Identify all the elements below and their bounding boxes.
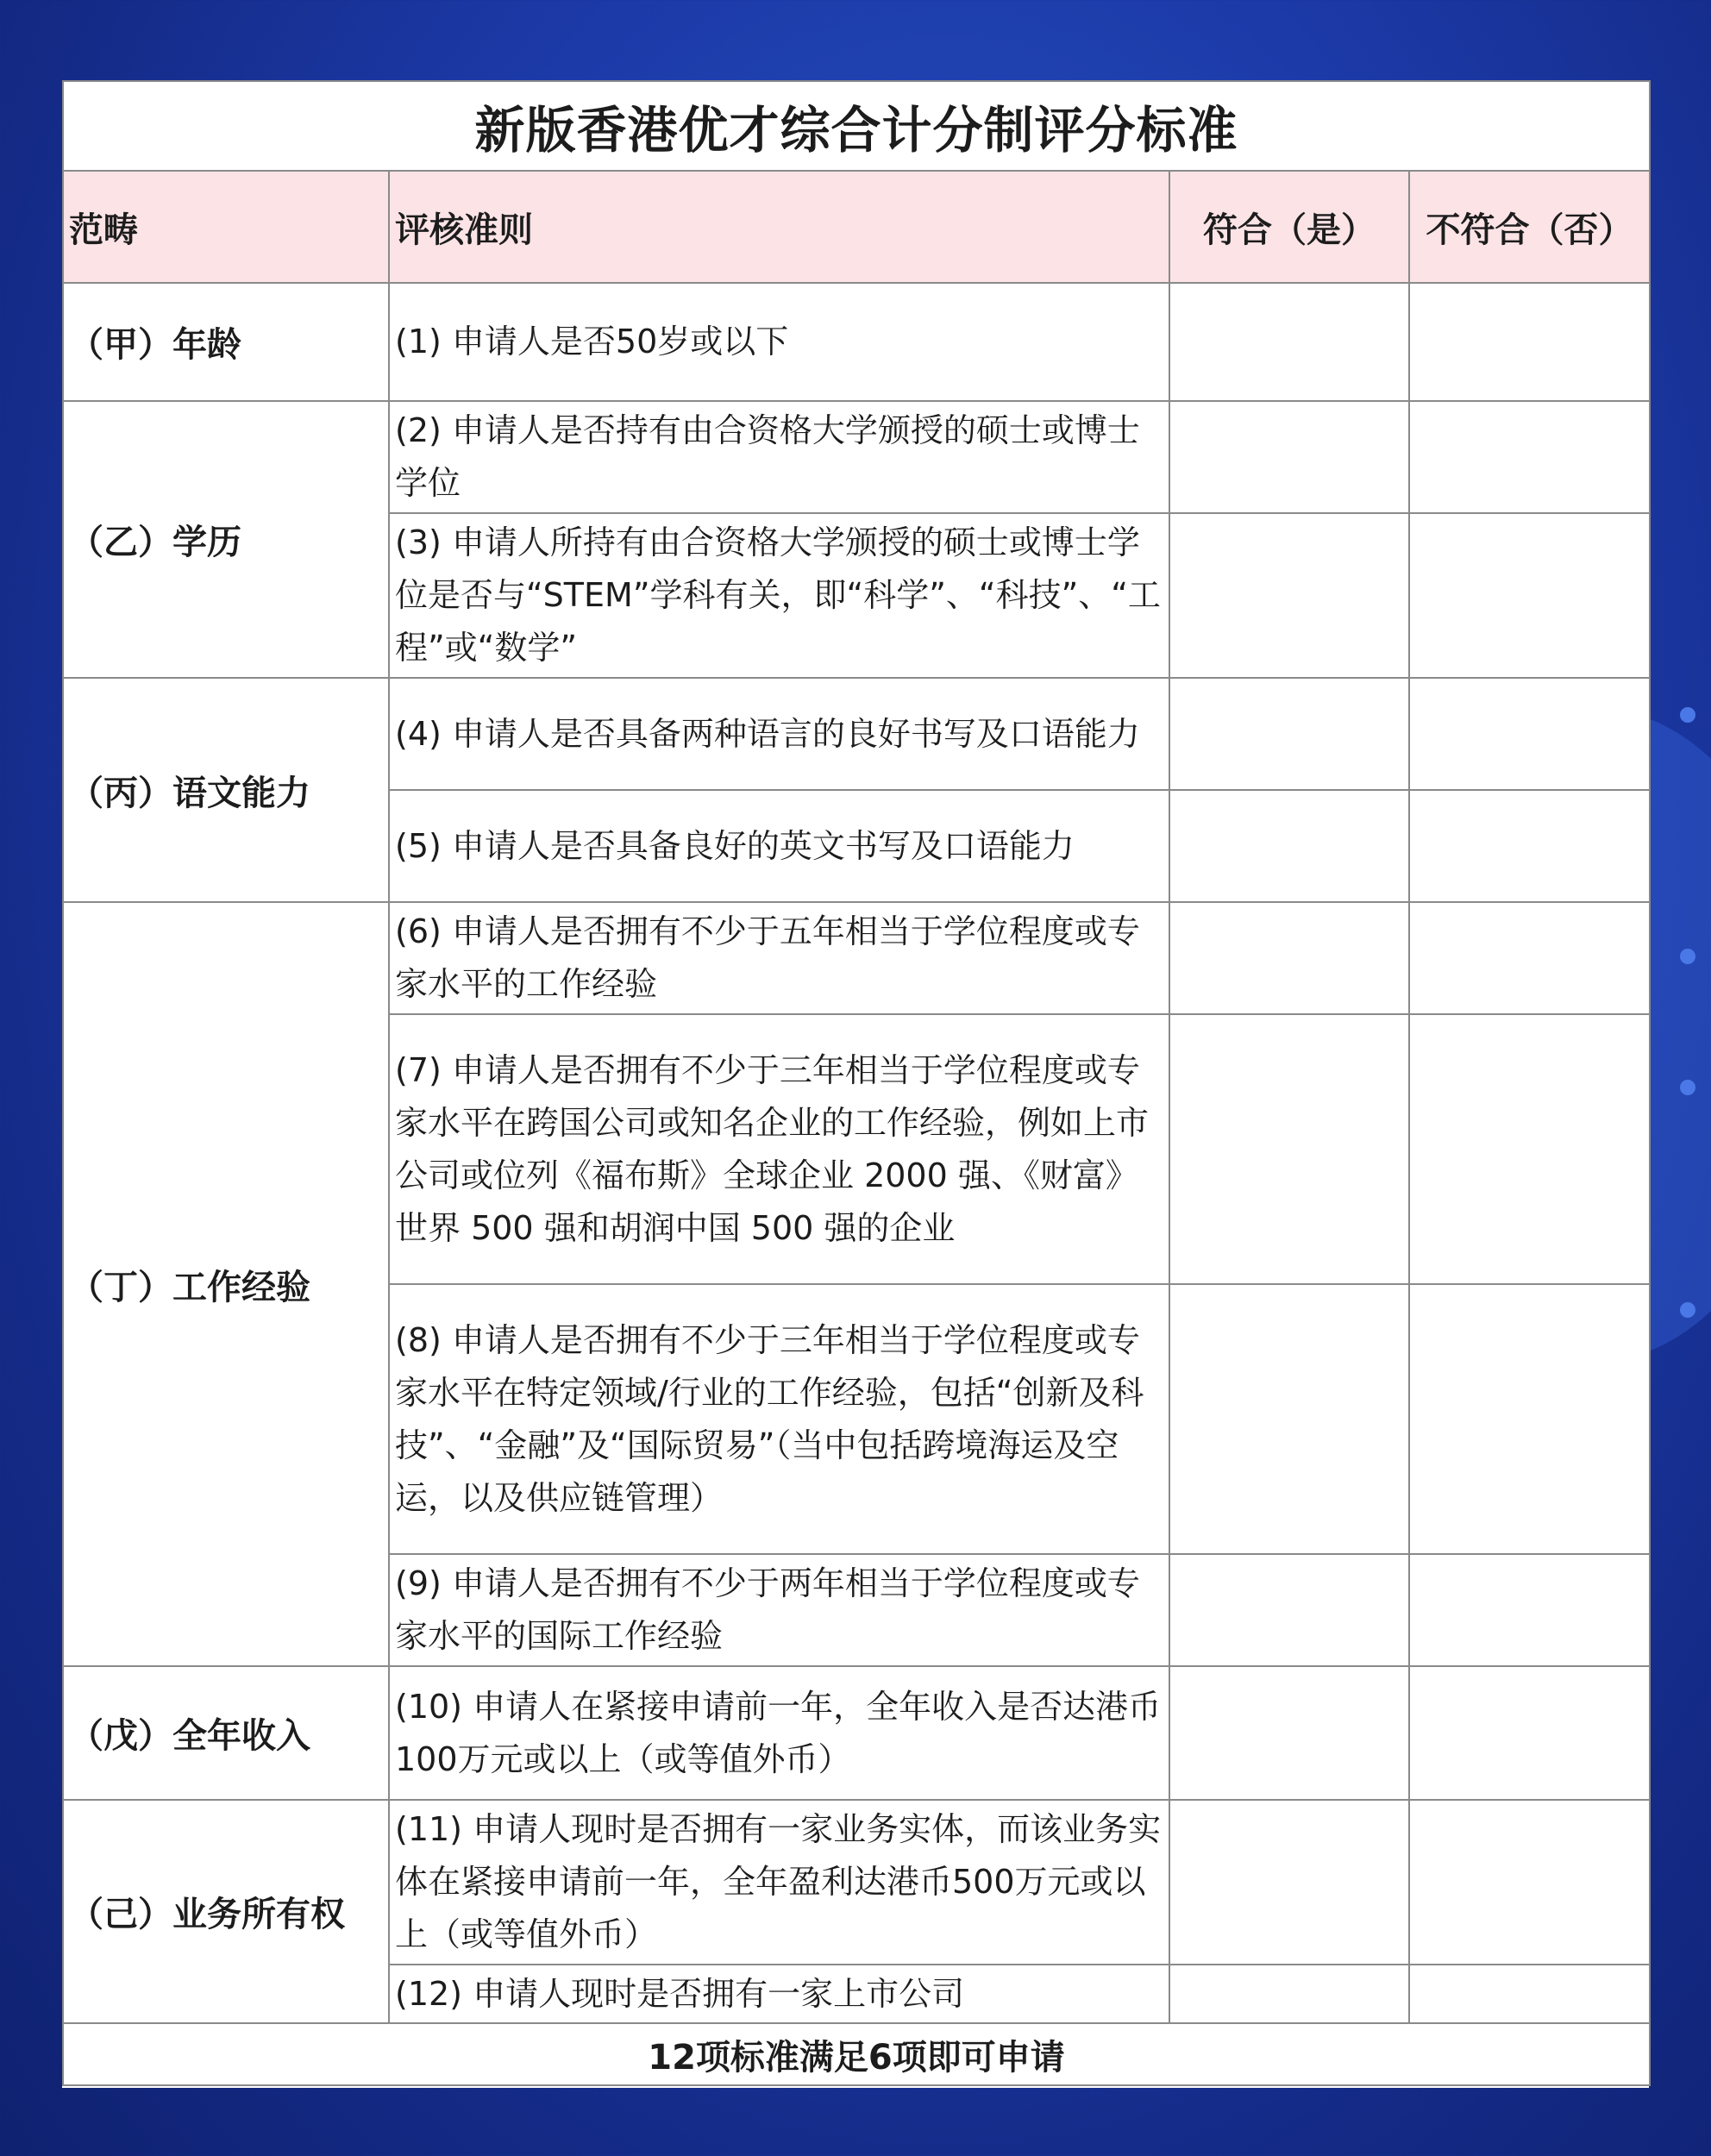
criterion-2: (2) 申请人是否持有由合资格大学颁授的硕士或博士学位 — [389, 401, 1169, 513]
criterion-5: (5) 申请人是否具备良好的英文书写及口语能力 — [389, 790, 1169, 902]
yes-checkbox-11[interactable] — [1169, 1800, 1409, 1965]
yes-checkbox-6[interactable] — [1169, 902, 1409, 1014]
yes-checkbox-12[interactable] — [1169, 1965, 1409, 2023]
table-row — [63, 283, 1650, 401]
criterion-6: (6) 申请人是否拥有不少于五年相当于学位程度或专家水平的工作经验 — [389, 902, 1169, 1014]
header-yes: 符合（是） — [1169, 171, 1409, 283]
category-work-experience: （丁）工作经验 — [63, 902, 389, 1666]
yes-checkbox-5[interactable] — [1169, 790, 1409, 902]
no-checkbox-7[interactable] — [1409, 1014, 1650, 1284]
table-row — [63, 401, 1650, 513]
category-education: （乙）学历 — [63, 401, 389, 678]
no-checkbox-3[interactable] — [1409, 513, 1650, 678]
yes-checkbox-10[interactable] — [1169, 1666, 1409, 1800]
decorative-dot — [1680, 1080, 1695, 1095]
criterion-11: (11) 申请人现时是否拥有一家业务实体，而该业务实体在紧接申请前一年，全年盈利达港币500万元或以上（或等值外币） — [389, 1800, 1169, 1965]
criterion-12: (12) 申请人现时是否拥有一家上市公司 — [389, 1965, 1169, 2023]
no-checkbox-12[interactable] — [1409, 1965, 1650, 2023]
yes-checkbox-1[interactable] — [1169, 283, 1409, 401]
yes-checkbox-7[interactable] — [1169, 1014, 1409, 1284]
no-checkbox-2[interactable] — [1409, 401, 1650, 513]
page-title: 新版香港优才综合计分制评分标准 — [63, 81, 1650, 171]
no-checkbox-1[interactable] — [1409, 283, 1650, 401]
yes-checkbox-2[interactable] — [1169, 401, 1409, 513]
header-criteria: 评核准则 — [389, 171, 1169, 283]
no-checkbox-5[interactable] — [1409, 790, 1650, 902]
category-language: （丙）语文能力 — [63, 678, 389, 902]
no-checkbox-4[interactable] — [1409, 678, 1650, 790]
yes-checkbox-9[interactable] — [1169, 1554, 1409, 1666]
decorative-dot — [1680, 1302, 1695, 1318]
no-checkbox-11[interactable] — [1409, 1800, 1650, 1965]
no-checkbox-10[interactable] — [1409, 1666, 1650, 1800]
criterion-8: (8) 申请人是否拥有不少于三年相当于学位程度或专家水平在特定领域/行业的工作经验，包括“创新及科技”、“金融”及“国际贸易”（当中包括跨境海运及空运，以及供应链管理） — [389, 1284, 1169, 1554]
table-row — [63, 1666, 1650, 1800]
decorative-dot — [1680, 707, 1695, 723]
criterion-3: (3) 申请人所持有由合资格大学颁授的硕士或博士学位是否与“STEM”学科有关，即“科学”、“科技”、“工程”或“数学” — [389, 513, 1169, 678]
header-no: 不符合（否） — [1409, 171, 1650, 283]
table-row — [63, 678, 1650, 790]
table-row — [63, 902, 1650, 1014]
yes-checkbox-8[interactable] — [1169, 1284, 1409, 1554]
footer-note: 12项标准满足6项即可申请 — [63, 2023, 1650, 2085]
yes-checkbox-4[interactable] — [1169, 678, 1409, 790]
criterion-7: (7) 申请人是否拥有不少于三年相当于学位程度或专家水平在跨国公司或知名企业的工作经验，例如上市公司或位列《福布斯》全球企业 2000 强、《财富》世界 500 强和胡润中国 500 强的企业 — [389, 1014, 1169, 1284]
criterion-1: (1) 申请人是否50岁或以下 — [389, 283, 1169, 401]
category-business-ownership: （己）业务所有权 — [63, 1800, 389, 2023]
scoring-table — [62, 80, 1651, 2086]
no-checkbox-9[interactable] — [1409, 1554, 1650, 1666]
yes-checkbox-3[interactable] — [1169, 513, 1409, 678]
header-category: 范畴 — [63, 171, 389, 283]
table-header-row — [63, 171, 1650, 283]
no-checkbox-8[interactable] — [1409, 1284, 1650, 1554]
criterion-4: (4) 申请人是否具备两种语言的良好书写及口语能力 — [389, 678, 1169, 790]
criterion-9: (9) 申请人是否拥有不少于两年相当于学位程度或专家水平的国际工作经验 — [389, 1554, 1169, 1666]
decorative-dot — [1680, 949, 1695, 964]
category-annual-income: （戊）全年收入 — [63, 1666, 389, 1800]
scoring-sheet — [62, 80, 1649, 2088]
category-age: （甲）年龄 — [63, 283, 389, 401]
table-row — [63, 1800, 1650, 1965]
no-checkbox-6[interactable] — [1409, 902, 1650, 1014]
criterion-10: (10) 申请人在紧接申请前一年，全年收入是否达港币100万元或以上（或等值外币） — [389, 1666, 1169, 1800]
